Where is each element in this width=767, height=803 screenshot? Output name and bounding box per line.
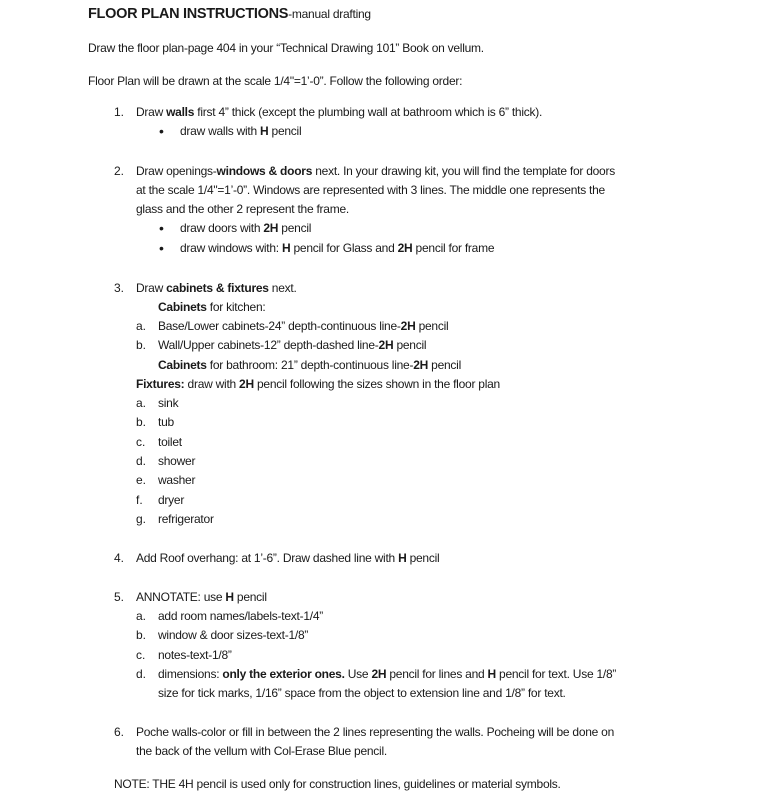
step-1-text-a: Draw <box>136 105 167 119</box>
step-3-b-bold: 2H <box>378 338 394 352</box>
page-title <box>88 5 371 24</box>
bullet-icon: • <box>159 240 164 256</box>
step-3-b-label: b. <box>136 338 147 352</box>
step-3-fixtures-bold: Fixtures: <box>136 377 185 391</box>
step-3-a-post: pencil <box>415 319 449 333</box>
fixture-item: sink <box>158 396 179 410</box>
step-1-number: 1. <box>114 105 125 119</box>
step-5-b-label: b. <box>136 628 147 642</box>
intro-line-2: Floor Plan will be drawn at the scale 1/4"=1’-0”. Follow the following order: <box>88 74 463 88</box>
bullet-icon: • <box>159 123 164 139</box>
step-2-line-1-a: Draw openings- <box>136 164 217 178</box>
fixture-item: shower <box>158 454 196 468</box>
step-5-text-a: ANNOTATE: use <box>136 590 226 604</box>
step-1-bullet-b: pencil <box>268 124 302 138</box>
step-3-bathroom <box>158 356 461 375</box>
step-5-d-mid-1: Use <box>344 667 372 681</box>
step-6-line-2: the back of the vellum with Col-Erase Blue pencil. <box>136 744 387 758</box>
step-1-text-b: first 4” thick (except the plumbing wall at bathroom which is 6” thick). <box>194 105 543 119</box>
fixture-label: b. <box>136 415 147 429</box>
step-5-a-label: a. <box>136 609 147 623</box>
step-2-bullet-1-a: draw doors with <box>180 221 264 235</box>
step-3-text-a: Draw <box>136 281 167 295</box>
step-2-line-1 <box>136 162 615 181</box>
fixture-label: f. <box>136 493 143 507</box>
fixture-item: toilet <box>158 435 182 449</box>
fixture-label: e. <box>136 473 147 487</box>
step-3-kitchen-bold: Cabinets <box>158 300 207 314</box>
fixture-item: washer <box>158 473 196 487</box>
step-2-bullet-2-a: draw windows with: <box>180 241 282 255</box>
step-4-text-bold: H <box>398 551 407 565</box>
fixture-label: a. <box>136 396 147 410</box>
note-text: NOTE: THE 4H pencil is used only for construction lines, guidelines or material symbols. <box>114 777 561 791</box>
step-5-text <box>136 588 267 607</box>
step-2-bullet-2-mid: pencil for Glass and <box>290 241 398 255</box>
bullet-icon: • <box>159 220 164 236</box>
step-4-text-b: pencil <box>406 551 440 565</box>
fixture-label: c. <box>136 435 146 449</box>
step-5-d-bold: only the exterior ones. <box>222 667 345 681</box>
fixture-label: d. <box>136 454 147 468</box>
step-5-d-post: pencil for text. Use 1/8” <box>495 667 617 681</box>
fixture-label: g. <box>136 512 147 526</box>
step-3-bathroom-text-2: pencil <box>428 358 462 372</box>
step-5-number: 5. <box>114 590 125 604</box>
step-2-bullet-2-bold-1: H <box>281 241 291 255</box>
step-4-text-a: Add Roof overhang: at 1’-6”. Draw dashed line with <box>136 551 399 565</box>
step-3-bathroom-bold-2: 2H <box>413 358 429 372</box>
step-3-fixtures-bold-2: 2H <box>239 377 254 391</box>
step-3-bathroom-text: for bathroom: 21” depth-continuous line- <box>206 358 414 372</box>
fixture-item: tub <box>158 415 174 429</box>
step-6-line-1: Poche walls-color or fill in between the 2 lines representing the walls. Pocheing will be done on <box>136 725 615 739</box>
step-3-kitchen-heading <box>158 298 265 317</box>
step-2-bullet-1-bold: 2H <box>263 221 279 235</box>
step-3-kitchen-text: for kitchen: <box>206 300 266 314</box>
step-3-text <box>136 279 297 298</box>
step-1-bullet-bold: H <box>260 124 269 138</box>
step-5-d-text <box>158 665 616 684</box>
step-2-bullet-1 <box>180 219 311 238</box>
step-2-line-1-bold: windows & doors <box>216 164 313 178</box>
fixture-item: dryer <box>158 493 185 507</box>
step-5-c-label: c. <box>136 648 146 662</box>
step-5-d-mid-2: pencil for lines and <box>386 667 488 681</box>
step-3-a-pre: Base/Lower cabinets-24” depth-continuous line- <box>158 319 401 333</box>
step-3-b-text <box>158 336 426 355</box>
step-2-line-2: at the scale 1/4"=1’-0”. Windows are represented with 3 lines. The middle one represents the <box>136 183 605 197</box>
step-2-bullet-2 <box>180 239 494 258</box>
intro-line-1: Draw the floor plan-page 404 in your “Technical Drawing 101” Book on vellum. <box>88 41 484 55</box>
step-3-bathroom-bold: Cabinets <box>158 358 207 372</box>
step-3-a-bold: 2H <box>400 319 416 333</box>
step-3-fixtures-text: draw with <box>184 377 240 391</box>
step-2-bullet-2-bold-2: 2H <box>397 241 413 255</box>
step-5-d-label: d. <box>136 667 147 681</box>
step-3-fixtures-text-2: pencil following the sizes shown in the floor plan <box>253 377 500 391</box>
step-2-bullet-1-b: pencil <box>278 221 312 235</box>
step-3-number: 3. <box>114 281 125 295</box>
step-1-text <box>136 103 542 122</box>
step-1-bullet-a: draw walls with <box>180 124 261 138</box>
step-3-a-label: a. <box>136 319 147 333</box>
step-3-a-text <box>158 317 448 336</box>
step-5-c-text: notes-text-1/8” <box>158 648 232 662</box>
step-3-b-pre: Wall/Upper cabinets-12” depth-dashed line- <box>158 338 379 352</box>
step-5-d-bold-3: H <box>487 667 496 681</box>
step-2-number: 2. <box>114 164 125 178</box>
step-3-text-bold: cabinets & fixtures <box>166 281 269 295</box>
step-5-d-pre: dimensions: <box>158 667 223 681</box>
step-5-d-line-2: size for tick marks, 1/16” space from the object to extension line and 1/8” for text. <box>158 686 566 700</box>
step-3-text-b: next. <box>268 281 297 295</box>
fixture-item: refrigerator <box>158 512 214 526</box>
step-5-a-text: add room names/labels-text-1/4” <box>158 609 323 623</box>
step-1-bullet <box>180 122 301 141</box>
step-5-d-bold-2: 2H <box>371 667 387 681</box>
step-5-text-b: pencil <box>233 590 267 604</box>
title-main: FLOOR PLAN INSTRUCTIONS <box>88 6 289 22</box>
step-2-bullet-2-b: pencil for frame <box>412 241 495 255</box>
step-5-b-text: window & door sizes-text-1/8” <box>158 628 309 642</box>
title-subtitle: -manual drafting <box>288 7 371 21</box>
step-2-line-1-b: next. In your drawing kit, you will find the template for doors <box>312 164 615 178</box>
step-3-b-post: pencil <box>393 338 427 352</box>
step-1-text-bold: walls <box>166 105 195 119</box>
step-4-number: 4. <box>114 551 125 565</box>
step-6-number: 6. <box>114 725 125 739</box>
step-4-text <box>136 549 439 568</box>
step-5-text-bold: H <box>225 590 234 604</box>
step-2-line-3: glass and the other 2 represent the frame. <box>136 202 349 216</box>
step-3-fixtures <box>136 375 500 394</box>
